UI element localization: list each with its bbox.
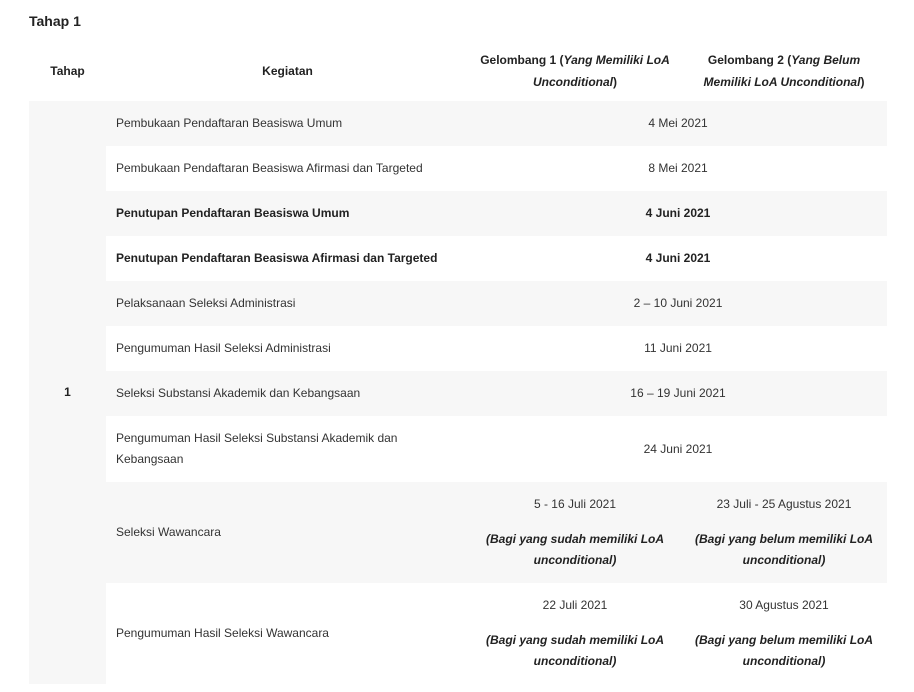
gelombang-1-cell — [469, 482, 681, 583]
kegiatan-cell: Pelaksanaan Seleksi Administrasi — [106, 281, 469, 326]
date-cell: 8 Mei 2021 — [648, 161, 708, 175]
table-row — [29, 101, 887, 146]
table-header-row — [29, 40, 887, 101]
gelombang-2-cell — [681, 583, 887, 684]
date-cell: 2 – 10 Juni 2021 — [469, 281, 887, 326]
table-row — [29, 583, 887, 684]
gelombang-2-cell — [681, 482, 887, 583]
date-cell: 24 Juni 2021 — [643, 441, 713, 456]
kegiatan-cell: Seleksi Substansi Akademik dan Kebangsaan — [106, 371, 469, 416]
kegiatan-cell: Pembukaan Pendaftaran Beasiswa Umum — [106, 101, 469, 146]
gelombang-1-cell — [469, 583, 681, 684]
kegiatan-cell: Pengumuman Hasil Seleksi Administrasi — [116, 341, 331, 355]
kegiatan-cell: Pengumuman Hasil Seleksi Substansi Akademik dan Kebangsaan — [116, 431, 398, 466]
kegiatan-cell: Pengumuman Hasil Seleksi Wawancara — [116, 626, 329, 640]
schedule-table — [29, 40, 887, 684]
date-cell: 11 Juni 2021 — [644, 341, 712, 355]
table-row — [29, 371, 887, 416]
kegiatan-cell: Seleksi Wawancara — [106, 482, 469, 583]
table-row — [29, 191, 887, 236]
kegiatan-cell: Penutupan Pendaftaran Beasiswa Umum — [106, 191, 469, 236]
date-cell: 4 Juni 2021 — [469, 191, 887, 236]
table-row — [29, 146, 887, 191]
header-kegiatan: Kegiatan — [262, 63, 313, 78]
gelombang-2-note: (Bagi yang belum memiliki LoA unconditional) — [694, 633, 874, 668]
kegiatan-cell: Penutupan Pendaftaran Beasiswa Afirmasi dan Targeted — [116, 251, 438, 265]
section-title: Tahap 1 — [29, 13, 81, 29]
gelombang-2-note: (Bagi yang belum memiliki LoA unconditional) — [694, 532, 874, 567]
header-gelombang-2: Gelombang 2 (Yang Belum Memiliki LoA Unconditional) — [703, 52, 865, 89]
table-row — [29, 326, 887, 371]
date-cell: 16 – 19 Juni 2021 — [469, 371, 887, 416]
date-cell: 4 Juni 2021 — [645, 251, 711, 265]
gelombang-1-date: 5 - 16 Juli 2021 — [533, 497, 617, 511]
kegiatan-cell: Pembukaan Pendaftaran Beasiswa Afirmasi dan Targeted — [116, 161, 423, 175]
header-gelombang-1: Gelombang 1 (Yang Memiliki LoA Unconditional) — [480, 52, 670, 89]
table-row — [29, 236, 887, 281]
table-row — [29, 416, 887, 482]
gelombang-2-date: 30 Agustus 2021 — [739, 598, 829, 612]
table-row — [29, 281, 887, 326]
header-tahap: Tahap — [50, 63, 85, 78]
gelombang-1-note: (Bagi yang sudah memiliki LoA unconditional) — [485, 532, 665, 567]
gelombang-1-date: 22 Juli 2021 — [542, 598, 608, 612]
gelombang-1-note: (Bagi yang sudah memiliki LoA unconditional) — [485, 633, 665, 668]
gelombang-2-date: 23 Juli - 25 Agustus 2021 — [716, 497, 852, 511]
date-cell: 4 Mei 2021 — [469, 101, 887, 146]
tahap-cell: 1 — [29, 101, 106, 684]
table-row — [29, 482, 887, 583]
